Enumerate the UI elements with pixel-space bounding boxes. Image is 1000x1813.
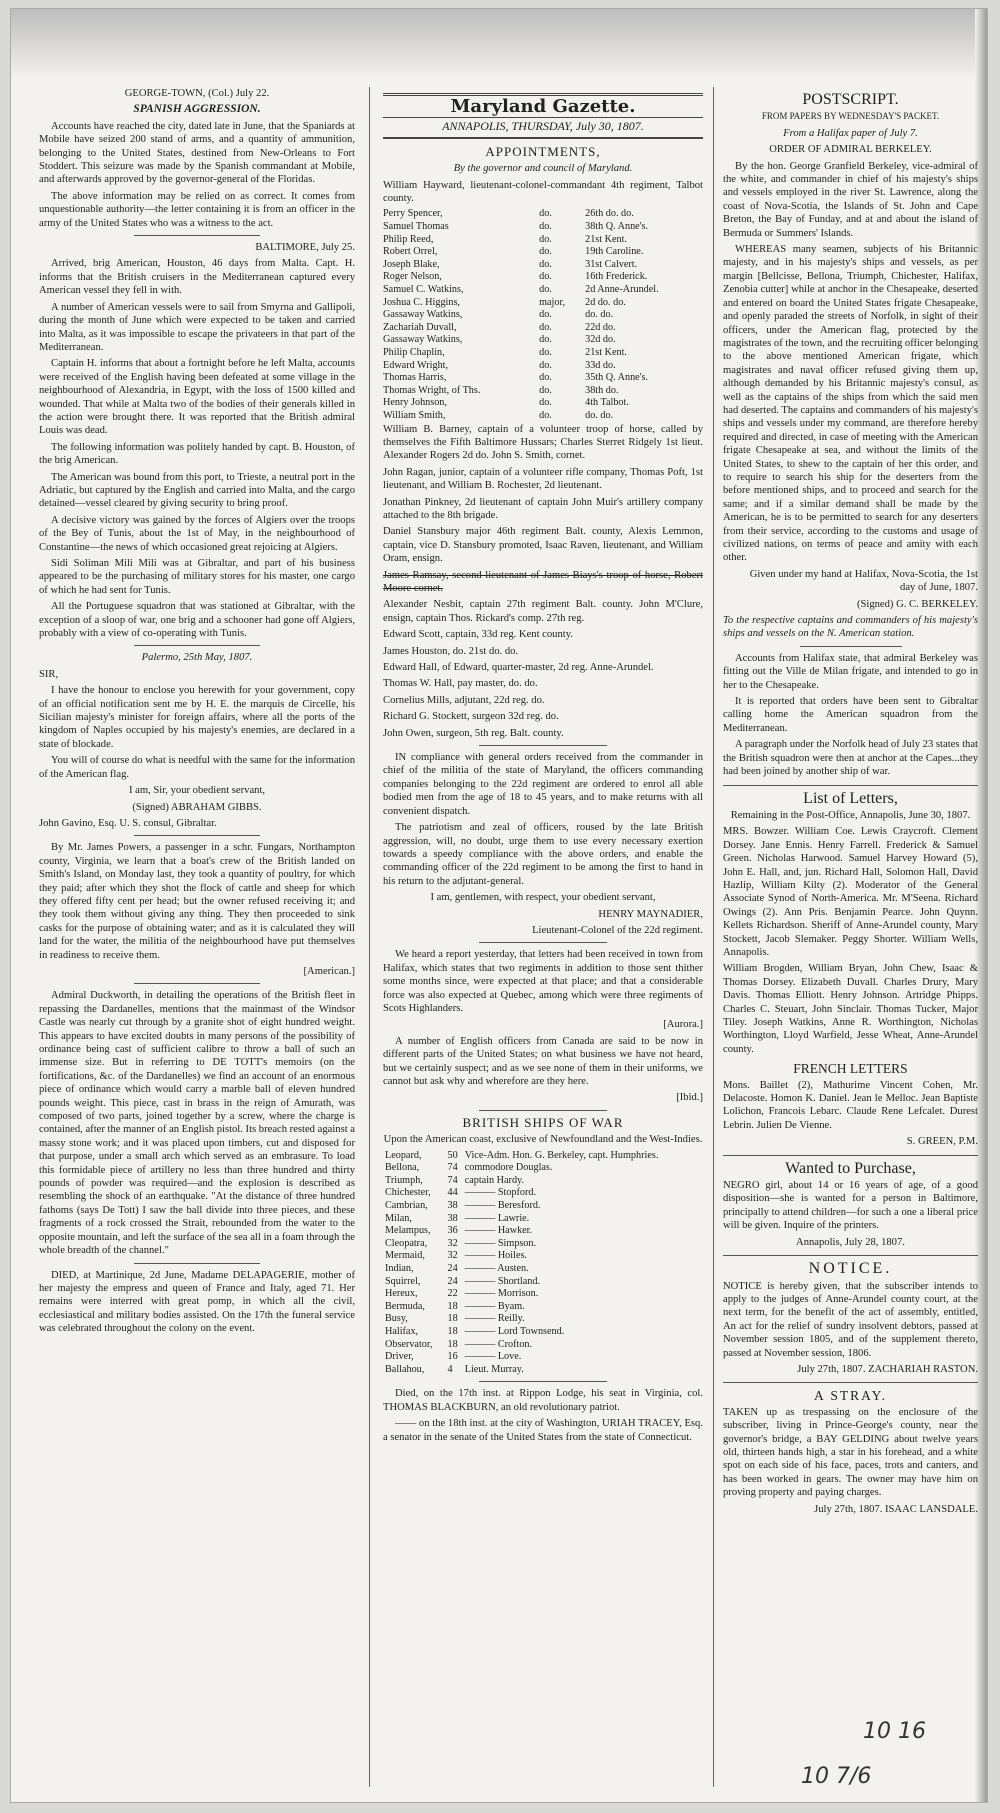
article-paragraph: The American was bound from this port, to Trieste, a neutral port in the Adriatic, but captured by the English and carried into Malta, and the cargo detained—vessel cleared by giving security to bring proof. (39, 471, 355, 510)
officer-unit: 22d do. (585, 321, 616, 333)
ship-commander: commodore Douglas. (464, 1162, 553, 1174)
wanted-title: Wanted to Purchase, (785, 1159, 916, 1177)
letters-list: MRS. Bowzer. William Coe. Lewis Craycroft. Clement Dorsey. Jane Ennis. Henry Farrell. Frederick & Samuel Green. Nicholas Harwood. Samuel Harvey Howard (5), John E. Hall, and, jun. Richard Hall, Solomon Hall, David Hazlip, William Kilty (2). Moderator of the General Associate Synod of North-America. Mr. M'Seena. Richard Owings (2). Ann Pris. Benjamin Pearce. John Quynn. Kellets Richardson. Sheriff of Anne-Arundel county, Mary Stockett, Jacob Slemaker. Peggy Shorter. William Wells, Annapolis. (723, 826, 978, 958)
ship-commander: ——— Shortland. (464, 1275, 540, 1287)
ship-row (383, 1326, 703, 1339)
order-paragraph: IN compliance with general orders received from the commander in chief of the militia of the state of Maryland, the officers commanding companies belonging to the 22d regiment are ordered to enrol all able bodied men from the age of 18 to 45 years, and to make returns with all convenient dispatch. (383, 752, 703, 817)
appointments-subtitle: By the governor and council of Maryland. (453, 163, 633, 175)
officer-unit: 21st Kent. (585, 346, 627, 358)
officer-rank: do. (539, 271, 552, 283)
appointment-entry: John Owen, surgeon, 5th reg. Balt. county. (383, 727, 564, 739)
ship-name: Bermuda, (385, 1300, 425, 1312)
ship-commander: captain Hardy. (464, 1174, 525, 1186)
separator (723, 1382, 978, 1383)
ship-commander: Vice-Adm. Hon. G. Berkeley, capt. Humphries. (464, 1149, 659, 1161)
column-center (383, 87, 703, 1447)
officer-row (383, 284, 703, 297)
ship-guns: 24 (447, 1262, 458, 1274)
letter-body: I have the honour to enclose you herewith for your government, copy of an official notification sent me by H. E. the marquis de Circelle, his Sicilian majesty's minister for foreign affairs, where all the ports of the kingdom of Naples occupied by his majesty's enemies, are declared in a state of blockade. (39, 685, 355, 750)
letter-date: Palermo, 25th May, 1807. (141, 652, 253, 664)
ship-commander: ——— Simpson. (464, 1237, 537, 1249)
separator (134, 1263, 260, 1264)
appointment-entry: Daniel Stansbury major 46th regiment Balt. county, Alexis Lemmon, captain, vice D. Stansbury promoted, Isaac Raven, lieutenant, and William Oram, ensign. (383, 526, 703, 565)
ship-row (383, 1150, 703, 1163)
officer-rank: do. (539, 409, 552, 421)
officer-row (383, 208, 703, 221)
officer-name: Gassaway Watkins, (383, 309, 463, 321)
ship-guns: 44 (447, 1187, 458, 1199)
order-signature: (Signed) G. C. BERKELEY. (856, 598, 978, 610)
separator (479, 1110, 607, 1111)
stray-signature: July 27th, 1807. ISAAC LANSDALE. (814, 1503, 978, 1515)
ship-name: Mermaid, (385, 1250, 425, 1262)
officer-unit: 26th do. do. (585, 208, 634, 220)
appointment-entry: Edward Scott, captain, 33d reg. Kent county. (383, 629, 573, 641)
officer-name: Joseph Blake, (383, 258, 440, 270)
headline-spanish-aggression: SPANISH AGGRESSION. (133, 103, 261, 116)
ship-commander: ——— Morrison. (464, 1288, 539, 1300)
source-credit: [American.] (303, 965, 355, 977)
ship-name: Leopard, (385, 1149, 422, 1161)
ship-name: Indian, (385, 1262, 414, 1274)
order-paragraph: The patriotism and zeal of officers, roused by the late British aggression, will, no doubt, urge them to use every necessary exertion towards a speedy compliance with the above orders, and enable the commanding officer of the 22d regiment to be among the first to hand in his return to the adjutant-general. (383, 822, 703, 887)
order-given: Given under my hand at Halifax, Nova-Scotia, the 1st day of June, 1807. (749, 568, 978, 594)
appointment-entry: Richard G. Stockett, surgeon 32d reg. do. (383, 711, 559, 723)
article-paragraph: It is reported that orders have been sent to Gibraltar calling home the American squadron from the Mediterranean. (723, 696, 978, 734)
postscript-title: POSTSCRIPT. (802, 91, 899, 108)
officer-name: Gassaway Watkins, (383, 334, 463, 346)
officer-unit: 2d do. do. (585, 296, 626, 308)
ship-row (383, 1288, 703, 1301)
officer-unit: 38th do. (585, 384, 619, 396)
ship-row (383, 1175, 703, 1188)
ship-guns: 16 (447, 1351, 458, 1363)
wanted-date: Annapolis, July 28, 1807. (796, 1236, 905, 1248)
article-paragraph: The above information may be relied on as correct. It comes from unquestionable authority—the letter containing it is from an officer in the army of the United States who was a witness to the act. (39, 190, 355, 229)
ship-row (383, 1250, 703, 1263)
appointment-entry: Alexander Nesbit, captain 27th regiment Balt. county. John M'Clure, ensign, captain Thos. Rickard's comp. 27th reg. (383, 599, 703, 624)
separator (134, 645, 260, 646)
separator (479, 1381, 607, 1382)
separator (800, 646, 902, 647)
ship-guns: 22 (447, 1288, 458, 1300)
order-recipient: To the respective captains and commanders of his majesty's ships and vessels on the N. American station. (723, 615, 978, 640)
ship-guns: 74 (447, 1174, 458, 1186)
officer-name: Joshua C. Higgins, (383, 296, 460, 308)
separator (723, 1255, 978, 1256)
separator (479, 745, 607, 746)
article-paragraph: A decisive victory was gained by the forces of Algiers over the troops of the Bey of Tunis, about the 1st of May, in the neighbourhood of Constantine—the news of which occasioned great rejoicing at Algiers. (39, 514, 355, 553)
officer-name: Robert Orrel, (383, 246, 438, 258)
notice-title: NOTICE. (808, 1260, 893, 1278)
appointment-entry: William Hayward, lieutenant-colonel-commandant 4th regiment, Talbot county. (383, 179, 703, 205)
officer-row (383, 334, 703, 347)
officer-row (383, 360, 703, 373)
stray-text: TAKEN up as trespassing on the enclosure of the subscriber, living in Prince-George's county, near the governor's bridge, a BAY GELDING about twelve years old, thirteen hands high, a star in his forehead, and a white spot on each side of his face, paces, trots and canters, and has been worked in gears. The owner may have him on proving property and paying charges. (723, 1406, 978, 1499)
ship-commander: ——— Stopford. (464, 1187, 537, 1199)
letter-salutation: SIR, (39, 668, 59, 680)
ship-name: Melampus, (385, 1225, 431, 1237)
article-paragraph: Arrived, brig American, Houston, 46 days from Malta. Capt. H. informs that the British cruisers in the Mediterranean captured every American vessel they fell in with. (39, 258, 355, 297)
stray-title: A STRAY. (813, 1388, 888, 1404)
notice-text: NOTICE is hereby given, that the subscriber intends to apply to the judges of Anne-Arundel county court, at the next term, for the benefit of the act of assembly, entitled, An act for the relief of sundry insolvent debtors, passed at November session 1805, and of the supplement thereto, passed at November session, 1806. (723, 1280, 978, 1359)
article-paragraph: All the Portuguese squadron that was stationed at Gibraltar, with the exception of a sloop of war, one brig and a schooner had gone off Algiers, probably with a view of co-operating with Tunis. (39, 601, 355, 640)
letter-signature: (Signed) ABRAHAM GIBBS. (132, 801, 262, 813)
separator (479, 942, 607, 943)
ship-guns: 4 (447, 1363, 453, 1375)
ship-row (383, 1225, 703, 1238)
officer-name: Philip Reed, (383, 233, 434, 245)
ship-name: Chichester, (385, 1187, 431, 1199)
officer-row (383, 271, 703, 284)
source-credit: [Aurora.] (663, 1019, 703, 1031)
ships-title: BRITISH SHIPS OF WAR (462, 1114, 624, 1130)
dateline-baltimore: BALTIMORE, July 25. (255, 242, 355, 254)
ship-commander: ——— Byam. (464, 1300, 525, 1312)
article-paragraph: By Mr. James Powers, a passenger in a schr. Fungars, Northampton county, Virginia, we learn that a boat's crew of the British landed on Smith's Island, on Monday last, they took a quantity of poultry, for which they paid; after which they shot the flock of cattle and sheep for which they offered fifty cent per head; but the owner refused receiving it; and they took them without giving any thing. They then proceeded to sink casks for the purpose of obtaining water; and as it is calculated they will land for the water, the militia of the neighbourhood have put themselves in readiness to receive them. (39, 842, 355, 961)
ship-name: Driver, (385, 1351, 414, 1363)
halifax-line: From a Halifax paper of July 7. (783, 127, 918, 139)
ship-row (383, 1351, 703, 1364)
ship-guns: 38 (447, 1200, 458, 1211)
column-rule-1 (369, 87, 370, 1787)
officer-rank: do. (539, 384, 552, 396)
ship-row (383, 1200, 703, 1213)
ship-commander: ——— Lawrie. (464, 1212, 530, 1224)
ship-commander: ——— Crofton. (464, 1338, 533, 1350)
appointment-entry: Cornelius Mills, adjutant, 22d reg. do. (383, 694, 545, 706)
ship-name: Cambrian, (385, 1200, 428, 1211)
ship-guns: 24 (447, 1275, 458, 1287)
article-paragraph: A paragraph under the Norfolk head of July 23 states that the British squadron were then at anchor at the Capes...they had been joined by another ship of war. (723, 739, 978, 778)
ship-commander: Lieut. Murray. (464, 1363, 524, 1375)
separator (134, 835, 260, 836)
handwritten-mark: 10 7/6 (801, 1764, 872, 1789)
officer-rank: do. (539, 246, 552, 258)
appointment-entry: Edward Hall, of Edward, quarter-master, 2d reg. Anne-Arundel. (383, 662, 654, 674)
officer-rank: do. (539, 221, 552, 233)
officer-rank: do. (539, 359, 552, 371)
article-paragraph: We heard a report yesterday, that letters had been received in town from Halifax, which states that two regiments in addition to those sent thither some months since, were expected at that place; and that a considerable force was also expected at Quebec, among which were three regiments of Scots Highlanders. (383, 949, 703, 1014)
appointments-title: APPOINTMENTS, (485, 143, 601, 159)
order-paragraph: By the hon. George Granfield Berkeley, vice-admiral of the white, and commander in chief of his majesty's ships and vessels employed in the river St. Lawrence, along the coast of Nova-Scotia, the Islands of St. John and Cape Breton, the Bay of Funday, and at and about the island of Bermuda or Summers' Islands. (723, 160, 978, 239)
officer-rank: do. (539, 346, 552, 358)
ship-guns: 38 (447, 1212, 458, 1224)
ship-row (383, 1301, 703, 1314)
officer-unit: 4th Talbot. (585, 397, 629, 409)
officer-unit: 16th Frederick. (585, 271, 648, 283)
officer-rank: major, (539, 296, 565, 308)
letter-addressee: John Gavino, Esq. U. S. consul, Gibraltar. (39, 817, 217, 829)
officer-rank: do. (539, 334, 552, 346)
ship-name: Ballahou, (385, 1363, 425, 1375)
column-rule-2 (713, 87, 714, 1787)
appointment-entry: James Houston, do. 21st do. do. (383, 645, 519, 657)
ship-row (383, 1276, 703, 1289)
officer-name: Perry Spencer, (383, 208, 443, 220)
handwritten-mark: 10 16 (863, 1719, 926, 1744)
article-paragraph: Sidi Soliman Mili Mili was at Gibraltar, and part of his business appeared to be the purchasing of military stores for his master, one cargo of which he had sent for Tunis. (39, 558, 355, 596)
officer-rank: do. (539, 309, 552, 321)
officers-table (383, 208, 703, 422)
dateline-georgetown: GEORGE-TOWN, (Col.) July 22. (124, 88, 270, 99)
notice-signature: July 27th, 1807. ZACHARIAH RASTON. (797, 1363, 978, 1375)
masthead-title: Maryland Gazette. (383, 93, 703, 118)
papers-line: FROM PAPERS BY WEDNESDAY'S PACKET. (761, 111, 940, 122)
officer-unit: do. do. (585, 309, 614, 321)
letter-body: You will of course do what is needful with the same for the information of the American flag. (39, 755, 355, 780)
ship-guns: 18 (447, 1313, 458, 1325)
officer-unit: 19th Caroline. (585, 246, 644, 258)
ship-row (383, 1263, 703, 1276)
ship-name: Halifax, (385, 1325, 419, 1337)
officer-row (383, 322, 703, 335)
officer-name: Philip Chaplin, (383, 346, 445, 358)
ship-row (383, 1339, 703, 1352)
letters-title: List of Letters, (803, 789, 898, 807)
order-title: ORDER OF ADMIRAL BERKELEY. (769, 144, 932, 156)
officer-name: Thomas Wright, of Ths. (383, 384, 481, 396)
ship-guns: 74 (447, 1162, 458, 1174)
separator (723, 785, 978, 786)
article-paragraph: Accounts have reached the city, dated late in June, that the Spaniards at Mobile have seized 200 stand of arms, and a quantity of ammunition, belonging to the United States, destined from New-Orleans to Fort Stoddert. This seizure was made by the Spanish commandant at Mobile, and afterwards approved by the governor-general of the Floridas. (39, 120, 355, 186)
officer-row (383, 221, 703, 234)
appointment-entry: Thomas W. Hall, pay master, do. do. (383, 678, 538, 690)
column-right (723, 87, 978, 1519)
article-paragraph: Admiral Duckworth, in detailing the operations of the British fleet in repassing the Dardanelles, mentions that the mainmast of the Windsor Castle was nearly cut through by a granite shot of eight hundred weight. This appears to have excited doubts in many persons of the possibility of ordinance being cast of sufficient calibre to throw a ball of such an immense size. But in referring to DE TOTT's memoirs (on the fortifications, &c. of the Dardanelles) we find an account of an enormous piece of ordinance which would carry a marble ball of eleven hundred pounds weight. This piece, cast in brass in the reign of Amurath, was composed of two parts, joined together by a screw, where the charge is contained, after the manner of an English pistol. Its breach rested against a massy stone work; and it was placed upon timbers, cut and disposed for that purpose, under a small arch which served as an embrasure. To load this formidable piece of artillery no less than three hundred and thirty pounds of powder was required—and the explosion is described as resembling the shock of an earthquake. "At the distance of three hundred fathoms (says De Tott) I saw the ball divide into three pieces, and these fragments of a rock crossed the Strait, rebounded from the water to the opposite mountain, and left the surface of the sea all in a foam through the whole breadth of the channel." (39, 990, 355, 1257)
obituary-paragraph: —— on the 18th inst. at the city of Washington, URIAH TRACEY, Esq. a senator in the senate of the United States from the state of Connecticut. (383, 1418, 703, 1443)
ship-name: Squirrel, (385, 1275, 421, 1287)
obituary-paragraph: DIED, at Martinique, 2d June, Madame DELAPAGERIE, mother of her majesty the empress and queen of France and Italy, aged 71. Her remains were interred with great pomp, in which all the civil, ecclesiastical and military bodies assisted. On the 17th the funeral service was celebrated throughout the colony on the event. (39, 1269, 355, 1335)
postmaster-signature: S. GREEN, P.M. (906, 1136, 978, 1148)
officer-name: Samuel C. Watkins, (383, 284, 464, 295)
french-letters-title: FRENCH LETTERS (793, 1061, 908, 1077)
source-credit: [Ibid.] (676, 1092, 703, 1104)
ship-commander: ——— Reilly. (464, 1313, 525, 1325)
scan-shadow-top (11, 9, 987, 79)
officer-name: Henry Johnson, (383, 397, 447, 409)
officer-name: Edward Wright, (383, 359, 449, 371)
order-signature-title: Lieutenant-Colonel of the 22d regiment. (532, 924, 703, 936)
wanted-text: NEGRO girl, about 14 or 16 years of age, of a good disposition—she is wanted for a person in Baltimore, principally to attend children—for such a one a liberal price will be given. Inquire of the printers. (723, 1180, 978, 1232)
obituary-paragraph: Died, on the 17th inst. at Rippon Lodge, his seat in Virginia, col. THOMAS BLACKBURN, an old revolutionary patriot. (383, 1388, 703, 1413)
article-paragraph: Accounts from Halifax state, that admiral Berkeley was fitting out the Ville de Milan frigate, and intended to go in her to the Chesapeake. (723, 652, 978, 691)
ship-commander: ——— Hawker. (464, 1225, 533, 1237)
ship-row (383, 1213, 703, 1226)
order-closing: I am, gentlemen, with respect, your obedient servant, (430, 892, 656, 904)
officer-row (383, 372, 703, 385)
officer-row (383, 259, 703, 272)
article-paragraph: A number of American vessels were to sail from Smyrna and Gallipoli, during the month of June which were expected to be taken and carried into Malta, as it was impossible to escape the privateers in that part of the Mediterranean. (39, 301, 355, 353)
ship-row (383, 1238, 703, 1251)
separator (134, 983, 260, 984)
newspaper-page (10, 8, 988, 1803)
ship-row (383, 1187, 703, 1200)
officer-unit: do. do. (585, 409, 614, 421)
ship-guns: 32 (447, 1250, 458, 1262)
ship-commander: ——— Lord Townsend. (464, 1325, 565, 1337)
officer-rank: do. (539, 233, 552, 245)
ship-name: Triumph, (385, 1174, 423, 1186)
ship-name: Milan, (385, 1212, 412, 1224)
ships-table (383, 1150, 703, 1377)
officer-rank: do. (539, 284, 552, 295)
officer-name: Thomas Harris, (383, 372, 447, 384)
ship-guns: 18 (447, 1338, 458, 1350)
officer-unit: 21st Kent. (585, 233, 627, 245)
article-paragraph: Captain H. informs that about a fortnight before he left Malta, accounts were received of the English having been defeated at some village in the neighbourhood of Alexandria, in Egypt, with the loss of 1500 killed and wounded. That while at Malta two of the bodies of their generals killed in the action were brought there. It was reported that the British admiral Louis was dead. (39, 358, 355, 437)
officer-name: William Smith, (383, 409, 446, 421)
separator (134, 235, 260, 236)
article-paragraph: The following information was politely handed by capt. B. Houston, of the brig American. (39, 441, 355, 467)
ship-name: Cleopatra, (385, 1237, 428, 1249)
ship-name: Busy, (385, 1313, 408, 1325)
article-paragraph: A number of English officers from Canada are said to be now in different parts of the United States; on what business we have not heard, but we certainly suspect; and as we see none of them in their uniforms, we cannot but ask why and wherefore are they here. (383, 1035, 703, 1087)
officer-unit: 31st Calvert. (585, 258, 638, 270)
ship-commander: ——— Love. (464, 1351, 522, 1363)
ship-row (383, 1313, 703, 1326)
ship-guns: 36 (447, 1225, 458, 1237)
officer-rank: do. (539, 208, 552, 220)
appointment-entry: William B. Barney, captain of a volunteer troop of horse, called by themselves the Fifth Baltimore Hussars; Charles Sterret Ridgely 1st lieut. Alexander Rogers 2d do. John S. Smith, cornet. (383, 423, 703, 462)
officer-rank: do. (539, 397, 552, 409)
officer-row (383, 234, 703, 247)
officer-row (383, 410, 703, 423)
ship-commander: ——— Austen. (464, 1262, 529, 1274)
order-signature: HENRY MAYNADIER, (598, 908, 703, 920)
french-letters-list: Mons. Baillet (2), Mathurime Vincent Cohen, Mr. Delacoste. Homon K. Daniel. Jean le Melloc. Jean Baptiste Lolichon, Francois Lebarc. Claude Rene Lefcalet. Durest Lebrin. Julien De Vienne. (723, 1079, 978, 1131)
officer-row (383, 385, 703, 398)
letters-subtitle: Remaining in the Post-Office, Annapolis, June 30, 1807. (730, 809, 971, 821)
appointment-entry-struck: James Ramsay, second lieutenant of James Biays's troop of horse, Robert Moore cornet. (383, 569, 703, 594)
officer-row (383, 309, 703, 322)
officer-rank: do. (539, 258, 552, 270)
officer-rank: do. (539, 372, 552, 384)
officer-row (383, 347, 703, 360)
column-left (39, 87, 355, 1339)
separator (723, 1155, 978, 1156)
ship-guns: 18 (447, 1300, 458, 1312)
officer-name: Roger Nelson, (383, 271, 442, 283)
ship-commander: ——— Hoiles. (464, 1250, 527, 1262)
ship-guns: 32 (447, 1237, 458, 1249)
ship-commander: ——— Beresford. (464, 1200, 541, 1211)
officer-unit: 33d do. (585, 359, 616, 371)
appointment-entry: John Ragan, junior, captain of a volunteer rifle company, Thomas Poft, 1st lieutenant, and William B. Rochester, 2d lieutenant. (383, 466, 703, 492)
ships-subtitle: Upon the American coast, exclusive of Newfoundland and the West-Indies. (383, 1134, 703, 1146)
ship-guns: 18 (447, 1325, 458, 1337)
officer-unit: 2d Anne-Arundel. (585, 284, 659, 295)
officer-unit: 32d do. (585, 334, 616, 346)
officer-row (383, 246, 703, 259)
letters-list: William Brogden, William Bryan, John Chew, Isaac & Thomas Dorsey. Elizabeth Duvall. Charles Drury, Mary Davis. Thomas Elliott. Henry Johnson. Artridge Phipps. Charles C. Steuart, John Sinclair. Thomas Tucker, Major Tiley. Joseph Watkins, Anne R. Worthington, Nicholas Worthington, Lloyd Warfield, Jesse Wheat, Anne-Arundel county. (723, 963, 978, 1055)
ship-name: Hereux, (385, 1288, 418, 1300)
officer-rank: do. (539, 321, 552, 333)
officer-unit: 35th Q. Anne's. (585, 372, 649, 384)
order-paragraph: WHEREAS many seamen, subjects of his Britannic majesty, and in his majesty's ships and vessels, as per margin [Bellcisse, Bellona, Triumph, Chichester, Halifax, Zenobia cutter] while at anchor in the Chesapeake, deserted and entered on board the United States frigate Chesapeake, and openly paraded the streets of Norfolk, in sight of their officers, under the American flag, protected by the magistrates of the town, and the recruiting officer belonging to the above mentioned American frigate, which magistrates and naval officer refused giving them up, although demanded by his Britannic majesty's consul, as well as the captains of the ships from which the said men had deserted. The captains and commanders of his majesty's ships and vessels under my command, are therefore hereby required and directed, in case of meeting with the American frigate Chesapeake at sea, and without the limits of the United States, to shew to the captain of her this order, and to require to search his ship for the deserters from the before mentioned ships, and to proceed and search for the same; and if a similar demand shall be made by the American, he is to be permitted to search for any deserters from their service, according to the customs and usage of civilized nations, on terms of peace and amity with each other. (723, 244, 979, 564)
ship-name: Bellona, (385, 1162, 420, 1174)
appointment-entry: Jonathan Pinkney, 2d lieutenant of captain John Muir's artillery company attached to the 8th brigade. (383, 496, 703, 521)
officer-row (383, 297, 703, 310)
officer-row (383, 397, 703, 410)
officer-unit: 38th Q. Anne's. (585, 221, 649, 233)
officer-name: Zachariah Duvall, (383, 321, 457, 333)
officer-name: Samuel Thomas (383, 221, 449, 233)
letter-closing: I am, Sir, your obedient servant, (128, 785, 266, 797)
issue-dateline: ANNAPOLIS, THURSDAY, July 30, 1807. (383, 120, 703, 138)
ship-guns: 50 (447, 1149, 458, 1161)
ship-row (383, 1364, 703, 1377)
ship-row (383, 1162, 703, 1175)
ship-name: Observator, (385, 1338, 433, 1350)
